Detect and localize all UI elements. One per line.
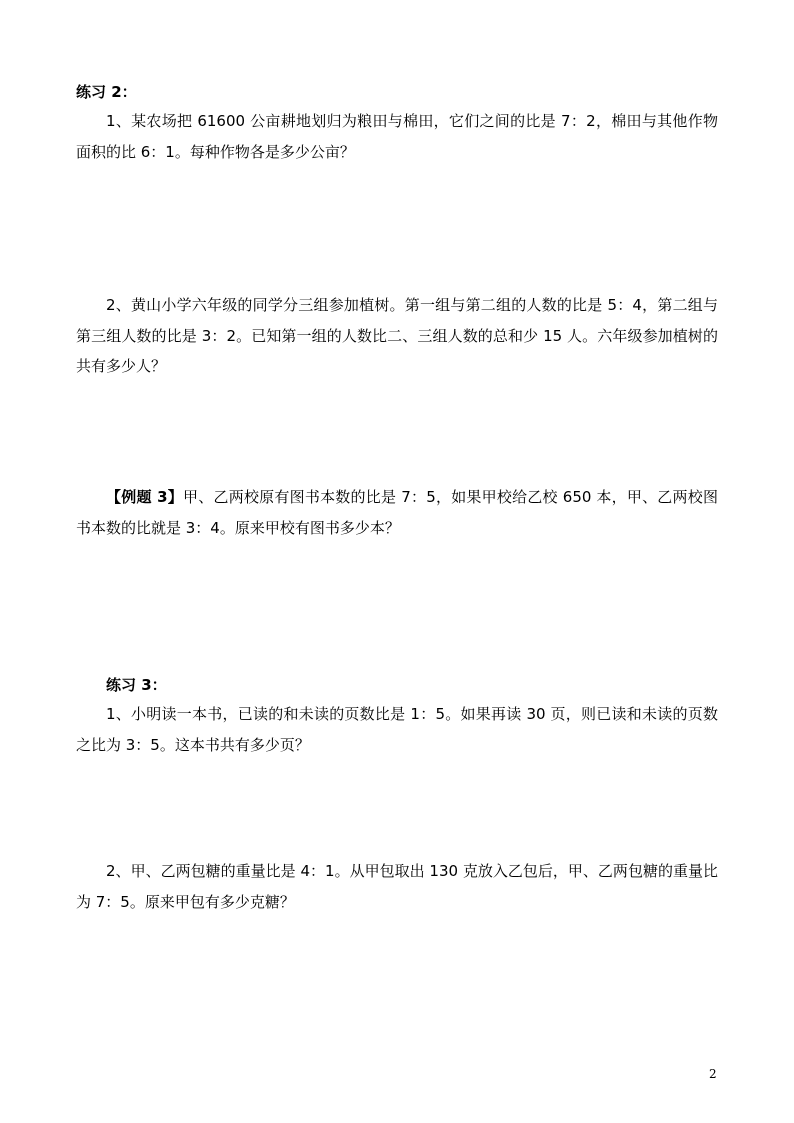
page-number: 2 xyxy=(709,1067,717,1081)
exercise-2-heading: 练习 2： xyxy=(76,83,137,101)
example-3 xyxy=(76,482,718,543)
example-3-text: 甲、乙两校原有图书本数的比是 7：5，如果甲校给乙校 650 本，甲、乙两校图书本数的比就是 3：4。原来甲校有图书多少本？ xyxy=(76,488,718,537)
exercise-3-question-1: 1、小明读一本书，已读的和未读的页数比是 1：5。如果再读 30 页，则已读和未读的页数之比为 3：5。这本书共有多少页？ xyxy=(76,705,718,754)
example-3-tag: 【例题 3】 xyxy=(106,488,184,506)
exercise-2-question-2: 2、黄山小学六年级的同学分三组参加植树。第一组与第二组的人数的比是 5：4，第二组与第三组人数的比是 3：2。已知第一组的人数比二、三组人数的总和少 15 人。六年级参加植树的共有多少人？ xyxy=(76,296,718,375)
exercise-3-heading: 练习 3： xyxy=(106,676,167,694)
exercise-3-question-2: 2、甲、乙两包糖的重量比是 4：1。从甲包取出 130 克放入乙包后，甲、乙两包糖的重量比为 7：5。原来甲包有多少克糖？ xyxy=(76,862,718,911)
exercise-2-question-1: 1、某农场把 61600 公亩耕地划归为粮田与棉田，它们之间的比是 7：2，棉田与其他作物面积的比 6：1。每种作物各是多少公亩？ xyxy=(76,112,718,161)
